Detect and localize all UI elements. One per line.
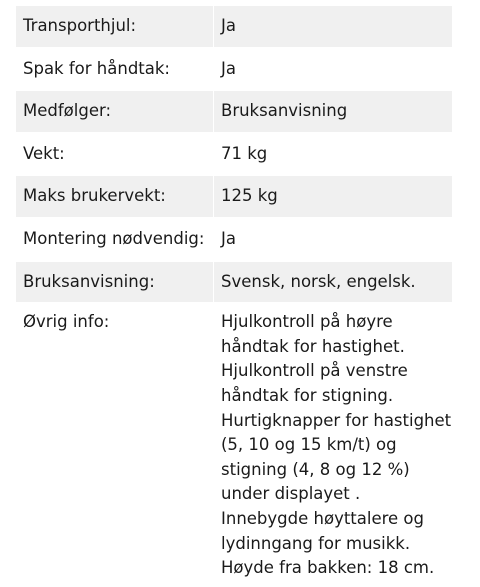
info-line: Hjulkontroll på høyre	[221, 312, 393, 332]
spec-label: Medfølger:	[16, 91, 213, 132]
spec-label: Spak for håndtak:	[23, 58, 170, 78]
spec-value: Svensk, norsk, engelsk.	[214, 262, 452, 303]
spec-value-multiline	[214, 304, 452, 587]
spec-row-spak	[16, 49, 452, 90]
info-line: håndtak for hastighet.	[221, 336, 405, 356]
spec-label: Transporthjul:	[16, 6, 213, 47]
info-line: under displayet .	[221, 484, 361, 504]
info-line: (5, 10 og 15 km/t) og	[221, 435, 397, 455]
spec-label: Montering nødvendig:	[23, 228, 205, 248]
spec-row-vekt	[16, 134, 452, 175]
spec-value: Ja	[214, 6, 452, 47]
product-spec-table	[16, 6, 452, 587]
spec-row-ovrig-info	[16, 304, 452, 587]
spec-row-bruksanvisning	[16, 262, 452, 303]
spec-value: Bruksanvisning	[214, 91, 452, 132]
spec-label: Maks brukervekt:	[16, 176, 213, 217]
spec-value: Ja	[221, 228, 236, 248]
info-line: Innebygde høyttalere og	[221, 508, 425, 528]
spec-row-transporthjul	[16, 6, 452, 47]
info-line: Høyde fra bakken: 18 cm.	[221, 558, 435, 578]
info-line: lydinngang for musikk.	[221, 533, 411, 553]
info-line: Hurtigknapper for hastighet	[221, 410, 452, 430]
info-line: Hjulkontroll på venstre	[221, 361, 408, 381]
spec-label: Øvrig info:	[23, 312, 110, 332]
spec-row-maks-brukervekt	[16, 176, 452, 217]
spec-value: 125 kg	[214, 176, 452, 217]
spec-row-montering	[16, 219, 452, 260]
spec-row-medfolger	[16, 91, 452, 132]
spec-label: Bruksanvisning:	[16, 262, 213, 303]
info-line: stigning (4, 8 og 12 %)	[221, 459, 410, 479]
spec-value: Ja	[221, 58, 236, 78]
info-line: håndtak for stigning.	[221, 385, 394, 405]
spec-label: Vekt:	[23, 143, 65, 163]
spec-value: 71 kg	[221, 143, 268, 163]
